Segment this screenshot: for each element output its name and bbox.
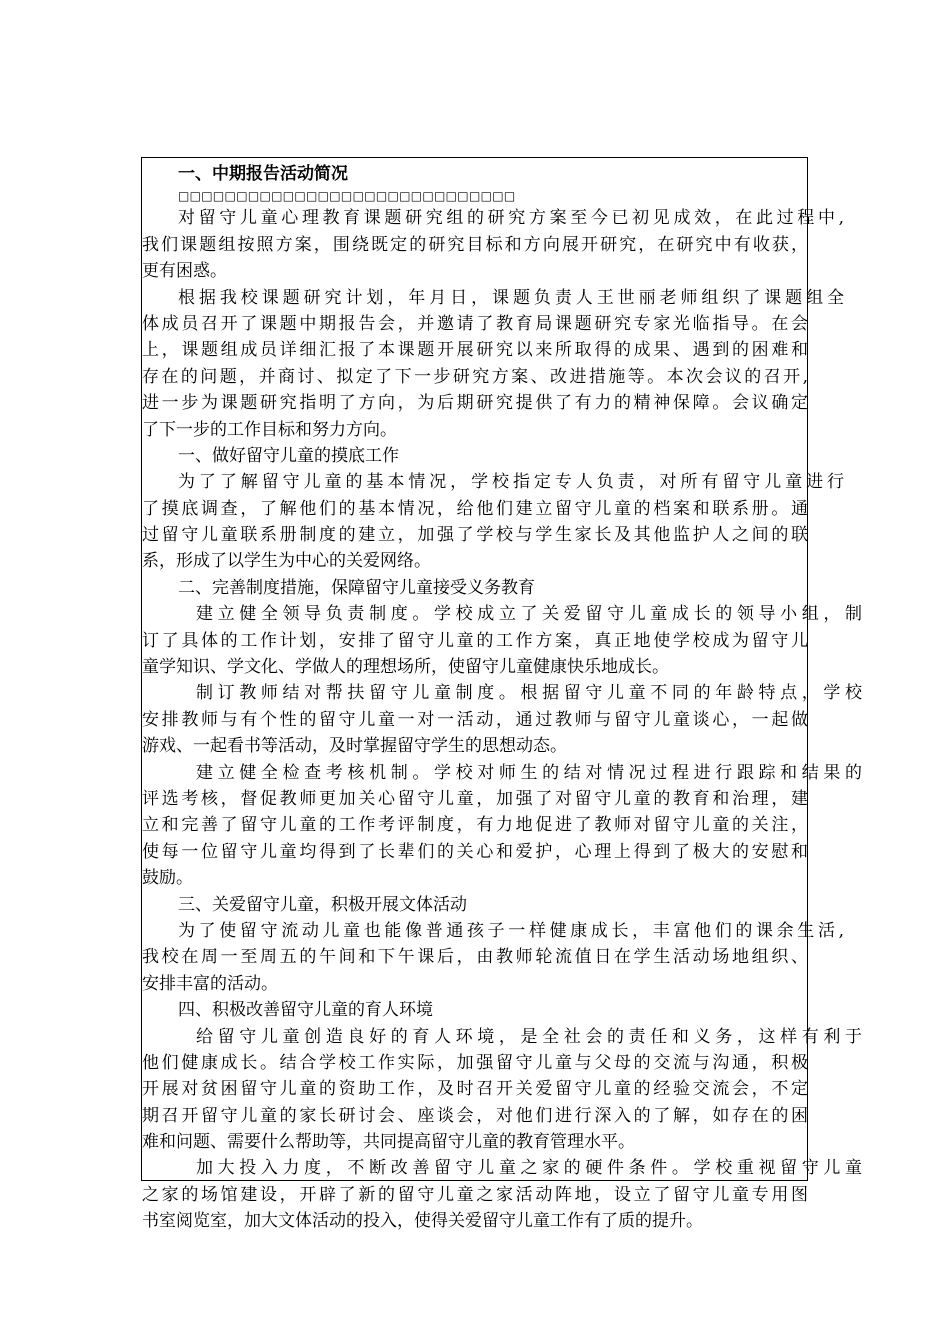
section-title: 一、中期报告活动简况 bbox=[178, 164, 348, 184]
text-line: 一、做好留守儿童的摸底工作 bbox=[178, 445, 399, 466]
text-line: 二、完善制度措施，保障留守儿童接受义务教育 bbox=[178, 577, 535, 598]
text-line: 上，课题组成员详细汇报了本课题开展研究以来所取得的成果、遇到的困难和 bbox=[142, 340, 808, 361]
text-line: 订了具体的工作计划，安排了留守儿童的工作方案，真正地使学校成为留守儿 bbox=[142, 630, 808, 651]
text-line: 更有困惑。 bbox=[142, 261, 227, 282]
text-line: 期召开留守儿童的家长研讨会、座谈会，对他们进行深入的了解，如存在的困 bbox=[142, 1105, 808, 1126]
text-line: 安排丰富的活动。 bbox=[142, 973, 278, 994]
text-line: 过留守儿童联系册制度的建立，加强了学校与学生家长及其他监护人之间的联 bbox=[142, 525, 808, 546]
text-line: 开展对贫困留守儿童的资助工作，及时召开关爱留守儿童的经验交流会，不定 bbox=[142, 1079, 808, 1100]
text-line: 给留守儿童创造良好的育人环境，是全社会的责任和义务，这样有利于 bbox=[196, 1026, 862, 1047]
text-line: 四、积极改善留守儿童的育人环境 bbox=[178, 1000, 433, 1021]
text-line: 存在的问题，并商讨、拟定了下一步研究方案、改进措施等。本次会议的召开, bbox=[142, 366, 808, 387]
text-line: 了摸底调查，了解他们的基本情况，给他们建立留守儿童的档案和联系册。通 bbox=[142, 498, 808, 519]
text-line: 游戏、一起看书等活动，及时掌握留守学生的思想动态。 bbox=[142, 736, 567, 757]
text-line: 三、关爱留守儿童，积极开展文体活动 bbox=[178, 894, 467, 915]
text-line: 我校在周一至周五的午间和下午课后，由教师轮流值日在学生活动场地组织、 bbox=[142, 947, 808, 968]
text-line: 书室阅览室，加大文体活动的投入，使得关爱留守儿童工作有了质的提升。 bbox=[142, 1211, 703, 1232]
report-body bbox=[142, 161, 862, 1235]
text-line: 建立健全检查考核机制。学校对师生的结对情况过程进行跟踪和结果的 bbox=[196, 762, 862, 783]
text-line: 难和问题、需要什么帮助等，共同提高留守儿童的教育管理水平。 bbox=[142, 1132, 635, 1153]
text-line: 了下一步的工作目标和努力方向。 bbox=[142, 419, 397, 440]
text-line: 之家的场馆建设，开辟了新的留守儿童之家活动阵地，设立了留守儿童专用图 bbox=[142, 1184, 808, 1205]
text-line: 对留守儿童心理教育课题研究组的研究方案至今已初见成效，在此过程中, bbox=[178, 208, 844, 229]
text-line: 为了使留守流动儿童也能像普通孩子一样健康成长，丰富他们的课余生活, bbox=[178, 920, 844, 941]
text-line: 他们健康成长。结合学校工作实际，加强留守儿童与父母的交流与沟通，积极 bbox=[142, 1052, 808, 1073]
text-line: 童学知识、学文化、学做人的理想场所，使留守儿童健康快乐地成长。 bbox=[142, 657, 669, 678]
text-line: 我们课题组按照方案，围绕既定的研究目标和方向展开研究，在研究中有收获， bbox=[142, 234, 808, 255]
text-line: 使每一位留守儿童均得到了长辈们的关心和爱护，心理上得到了极大的安慰和 bbox=[142, 841, 808, 862]
text-line: 评选考核，督促教师更加关心留守儿童，加强了对留守儿童的教育和治理，建 bbox=[142, 788, 808, 809]
text-line: 根据我校课题研究计划，年月日，课题负责人王世丽老师组织了课题组全 bbox=[178, 287, 844, 308]
placeholder-boxes-line: □□□□□□□□□□□□□□□□□□□□□□□□□□□□□ bbox=[178, 189, 516, 204]
text-line: 立和完善了留守儿童的工作考评制度，有力地促进了教师对留守儿童的关注， bbox=[142, 815, 808, 836]
text-line: 鼓励。 bbox=[142, 868, 193, 889]
text-line: 加大投入力度，不断改善留守儿童之家的硬件条件。学校重视留守儿童 bbox=[196, 1158, 862, 1179]
text-line: 体成员召开了课题中期报告会，并邀请了教育局课题研究专家光临指导。在会 bbox=[142, 313, 808, 334]
text-line: 为了了解留守儿童的基本情况，学校指定专人负责，对所有留守儿童进行 bbox=[178, 472, 844, 493]
text-line: 系，形成了以学生为中心的关爱网络。 bbox=[142, 551, 431, 572]
text-line: 建立健全领导负责制度。学校成立了关爱留守儿童成长的领导小组，制 bbox=[196, 604, 862, 625]
text-line: 安排教师与有个性的留守儿童一对一活动，通过教师与留守儿童谈心，一起做 bbox=[142, 709, 808, 730]
text-line: 制订教师结对帮扶留守儿童制度。根据留守儿童不同的年龄特点，学校 bbox=[196, 683, 862, 704]
text-line: 进一步为课题研究指明了方向，为后期研究提供了有力的精神保障。会议确定 bbox=[142, 393, 808, 414]
